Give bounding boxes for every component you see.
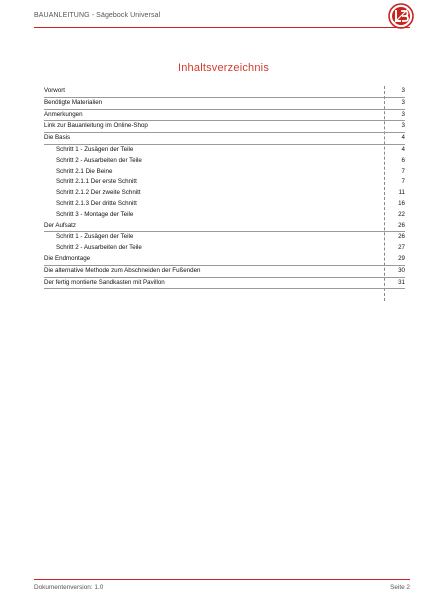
toc-entry-label: Schritt 2.1.1 Der erste Schnitt [56,178,137,186]
toc-entry-page: 7 [401,167,405,175]
toc-entry-label: Schritt 1 - Zusägen der Teile [56,233,134,241]
toc-entry-page: 11 [398,189,405,197]
toc-subentry[interactable] [44,145,405,156]
toc-entry-label: Anmerkungen [44,110,83,118]
toc-entry-page: 4 [401,134,405,142]
table-of-contents [44,86,405,301]
toc-entry-label: Benötigte Materialien [44,98,103,106]
toc-subentry[interactable] [44,167,405,178]
toc-entry-label: Die Endmontage [44,254,91,262]
toc-entry[interactable] [44,254,405,266]
toc-entry-label: Die alternative Methode zum Abschneiden der Fußenden [44,266,201,274]
toc-trailer [44,289,405,301]
toc-entry[interactable] [44,278,405,290]
toc-entry-page: 27 [398,244,405,252]
toc-entry-page: 3 [401,122,405,130]
toc-subentry[interactable] [44,156,405,167]
toc-entry-label: Schritt 3 - Montage der Teile [56,210,134,218]
toc-entry[interactable] [44,98,405,110]
toc-entry[interactable] [44,221,405,233]
toc-subentry[interactable] [44,210,405,221]
toc-entry-label: Schritt 2 - Ausarbeiten der Teile [56,156,142,164]
page-number: Seite 2 [390,584,410,591]
toc-entry-page: 26 [398,221,405,229]
toc-entry-page: 16 [398,199,405,207]
toc-entry-page: 29 [398,254,405,262]
toc-subentry[interactable] [44,188,405,199]
toc-entry[interactable] [44,121,405,133]
toc-entry-page: 22 [398,210,405,218]
document-title: BAUANLEITUNG - Sägebock Universal [34,12,161,19]
toc-entry-label: Link zur Bauanleitung im Online-Shop [44,122,148,130]
toc-entry-page: 3 [401,87,405,94]
toc-entry-page: 4 [401,145,405,153]
toc-entry-page: 26 [398,233,405,241]
toc-entry-page: 6 [401,156,405,164]
toc-entry-label: Vorwort [44,87,65,94]
toc-subentry[interactable] [44,232,405,243]
toc-subentry[interactable] [44,199,405,210]
toc-entry[interactable] [44,110,405,122]
toc-entry-page: 7 [401,178,405,186]
toc-entry-page: 30 [398,266,405,274]
toc-subentry[interactable] [44,177,405,188]
footer-divider [34,579,410,580]
toc-entry[interactable] [44,266,405,278]
toc-subentry[interactable] [44,243,405,254]
document-version: Dokumentenversion: 1.0 [34,584,104,591]
toc-entry-label: Schritt 2.1 Die Beine [56,167,113,175]
toc-entry-label: Der Aufsatz [44,221,76,229]
toc-entry-label: Schritt 2.1.2 Der zweite Schnitt [56,189,141,197]
toc-entry-label: Schritt 2.1.3 Der dritte Schnitt [56,199,137,207]
toc-entry[interactable] [44,86,405,98]
toc-entry[interactable] [44,133,405,145]
toc-entry-label: Die Basis [44,134,71,142]
toc-entry-page: 3 [401,98,405,106]
toc-entry-label: Schritt 1 - Zusägen der Teile [56,145,134,153]
toc-entry-page: 31 [398,278,405,286]
header-divider [34,27,410,28]
company-logo-icon [388,3,414,29]
toc-entry-label: Der fertig montierte Sandkasten mit Pavillon [44,278,165,286]
toc-entry-page: 3 [401,110,405,118]
toc-heading: Inhaltsverzeichnis [177,62,270,74]
toc-entry-label: Schritt 2 - Ausarbeiten der Teile [56,244,142,252]
